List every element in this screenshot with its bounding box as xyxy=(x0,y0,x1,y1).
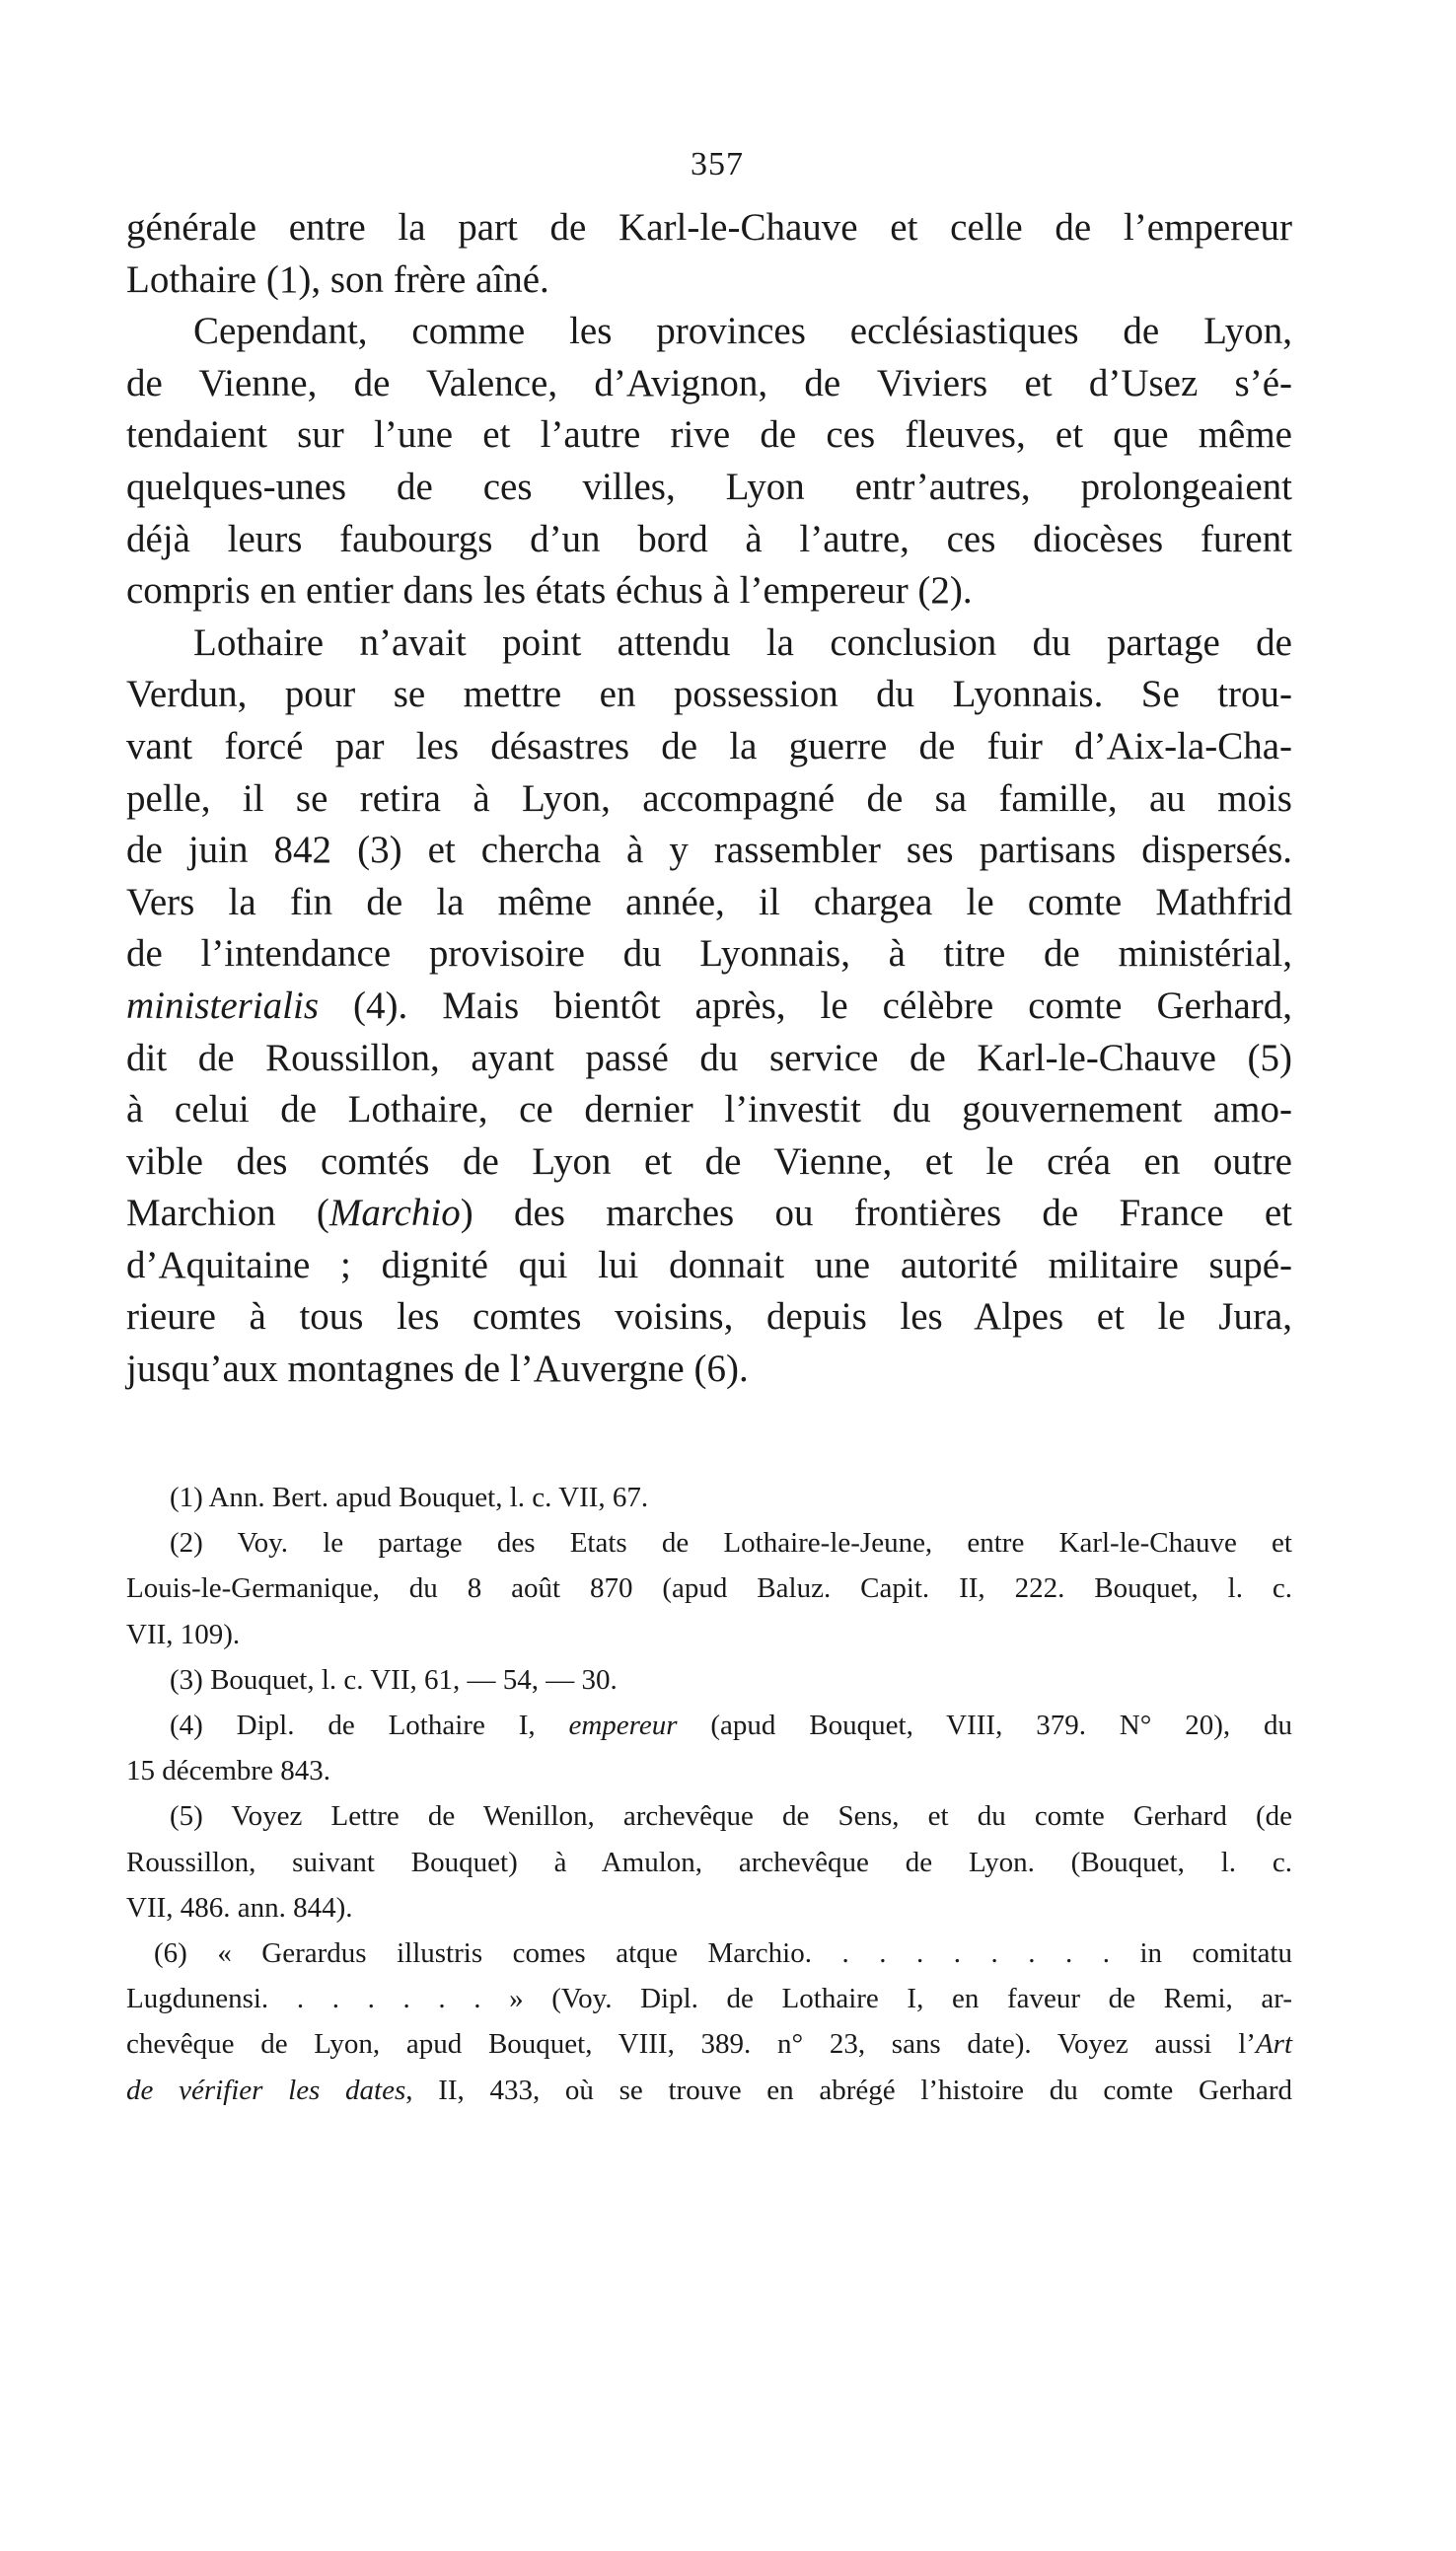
text-line: déjà leurs faubourgs d’un bord à l’autre, ces diocèses furent xyxy=(126,517,1292,560)
italic-term: empereur xyxy=(568,1710,678,1742)
footnotes xyxy=(126,1475,1292,2113)
text-line: Cependant, comme les provinces ecclésiastiques de Lyon, xyxy=(193,310,1292,353)
footnote-line xyxy=(126,2021,1292,2067)
italic-term: Art xyxy=(1255,2028,1292,2061)
text-line: quelques-unes de ces villes, Lyon entr’autres, prolongeaient xyxy=(126,465,1292,508)
text-line: vible des comtés de Lyon et de Vienne, et le créa en outre xyxy=(126,1139,1292,1183)
footnote-line: 15 décembre 843. xyxy=(126,1755,330,1787)
text-line: de l’intendance provisoire du Lyonnais, à titre de ministérial, xyxy=(126,932,1292,976)
italic-term: Marchio xyxy=(328,1192,461,1235)
footnote-line: (6) « Gerardus illustris comes atque Marchio. . . . . . . . . in comitatu xyxy=(154,1937,1292,1970)
footnote-line: VII, 109). xyxy=(126,1618,241,1650)
text-line: jusqu’aux montagnes de l’Auvergne (6). xyxy=(126,1348,749,1391)
text-line: Vers la fin de la même année, il chargea le comte Mathfrid xyxy=(126,880,1292,923)
text-line xyxy=(126,1188,1292,1240)
text-line: Verdun, pour se mettre en possession du Lyonnais. Se trou- xyxy=(126,673,1292,716)
italic-term: ministerialis xyxy=(126,984,320,1027)
text-line: tendaient sur l’une et l’autre rive de ces fleuves, et que même xyxy=(126,413,1292,457)
text-line: générale entre la part de Karl-le-Chauve et celle de l’empereur xyxy=(126,206,1292,249)
text-segment: (apud Bouquet, VIII, 379. N° 20), du xyxy=(677,1710,1292,1742)
text-line xyxy=(126,981,1292,1033)
text-line: compris en entier dans les états échus à l’empereur (2). xyxy=(126,569,973,613)
main-text xyxy=(126,202,1292,1396)
text-line: de Vienne, de Valence, d’Avignon, de Viviers et d’Usez s’é- xyxy=(126,361,1292,404)
text-line: dit de Roussillon, ayant passé du service de Karl-le-Chauve (5) xyxy=(126,1036,1292,1079)
footnote-line: (1) Ann. Bert. apud Bouquet, l. c. VII, 67. xyxy=(170,1482,649,1513)
text-line: à celui de Lothaire, ce dernier l’investit du gouvernement amo- xyxy=(126,1088,1292,1131)
text-segment: (4). Mais bientôt après, le célèbre comte Gerhard, xyxy=(319,984,1292,1027)
footnote-line: (2) Voy. le partage des Etats de Lothaire-le-Jeune, entre Karl-le-Chauve et xyxy=(170,1527,1292,1560)
text-line: Lothaire (1), son frère aîné. xyxy=(126,257,549,301)
footnote-line: VII, 486. ann. 844). xyxy=(126,1891,353,1924)
footnote-line xyxy=(126,2068,1292,2113)
footnote-line: Louis-le-Germanique, du 8 août 870 (apud Baluz. Capit. II, 222. Bouquet, l. c. xyxy=(126,1572,1292,1605)
page-number: 357 xyxy=(691,146,744,182)
text-line: de juin 842 (3) et chercha à y rassembler ses partisans dispersés. xyxy=(126,829,1292,872)
footnote-line: Roussillon, suivant Bouquet) à Amulon, archevêque de Lyon. (Bouquet, l. c. xyxy=(126,1846,1292,1878)
text-segment: Marchion ( xyxy=(126,1192,329,1235)
footnote-line: (5) Voyez Lettre de Wenillon, archevêque de Sens, et du comte Gerhard (de xyxy=(170,1800,1292,1833)
text-line: d’Aquitaine ; dignité qui lui donnait une autorité militaire supé- xyxy=(126,1243,1292,1286)
text-segment: (4) Dipl. de Lothaire I, xyxy=(170,1710,569,1742)
text-line: Lothaire n’avait point attendu la conclusion du partage de xyxy=(193,620,1292,664)
footnote-line xyxy=(126,1703,1292,1748)
text-line: pelle, il se retira à Lyon, accompagné de sa famille, au mois xyxy=(126,776,1292,820)
footnote-line: Lugdunensi. . . . . . . » (Voy. Dipl. de Lothaire I, en faveur de Remi, ar- xyxy=(126,1983,1292,2015)
footnote-line: (3) Bouquet, l. c. VII, 61, — 54, — 30. xyxy=(170,1663,618,1696)
italic-term: de vérifier les dates xyxy=(126,2074,406,2106)
text-segment: , II, 433, où se trouve en abrégé l’histoire du comte Gerhard xyxy=(405,2074,1292,2106)
text-line: rieure à tous les comtes voisins, depuis les Alpes et le Jura, xyxy=(126,1295,1292,1339)
text-line: vant forcé par les désastres de la guerre de fuir d’Aix-la-Cha- xyxy=(126,724,1292,767)
text-segment: ) des marches ou frontières de France et xyxy=(460,1192,1292,1235)
text-segment: chevêque de Lyon, apud Bouquet, VIII, 389. n° 23, sans date). Voyez aussi l’ xyxy=(126,2028,1256,2061)
